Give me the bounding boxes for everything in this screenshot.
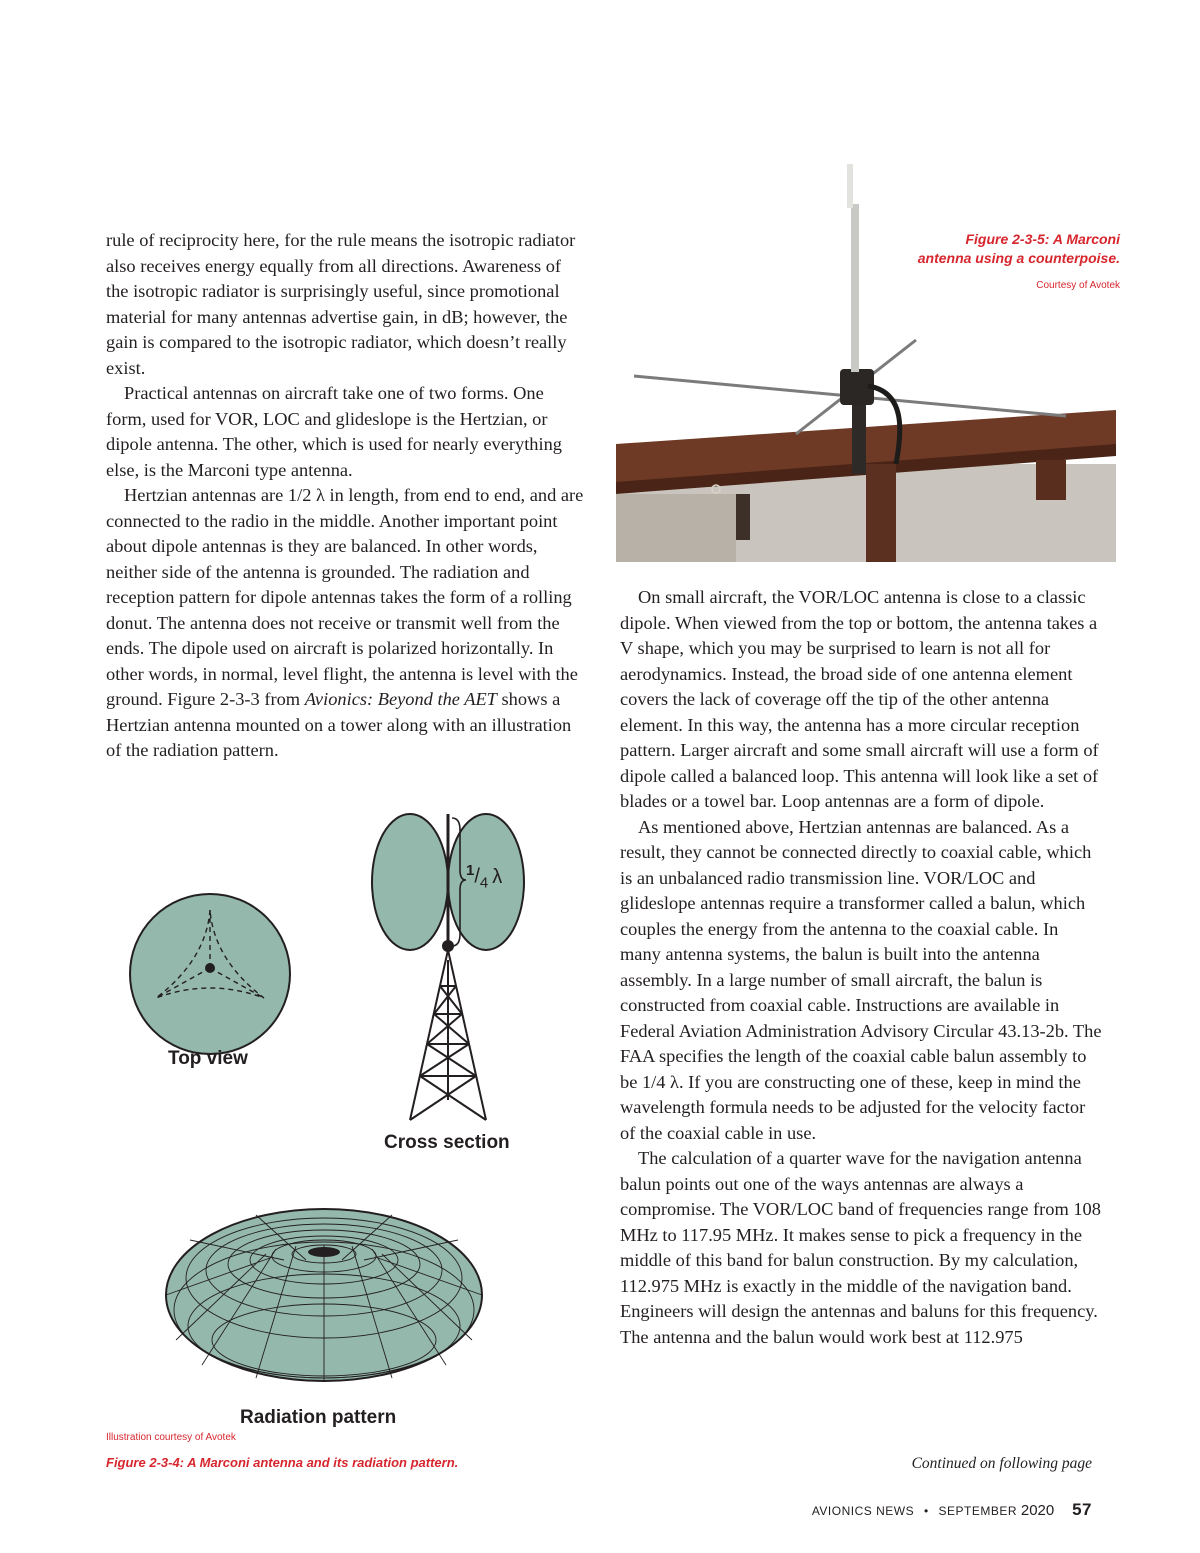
photo-credit: Courtesy of Avotek (1036, 280, 1120, 291)
magazine-name: AVIONICS NEWS (811, 1504, 915, 1518)
left-column (106, 228, 588, 764)
cross-section-lobe-left (372, 814, 448, 950)
paragraph: The calculation of a quarter wave for the navigation antenna balun points out one of the ways antennas are always a compromise. The VOR/LOC band of frequencies range from 108 MHz to 117.95 MHz. It makes sense to pick a frequency in the middle of this band for balun construction. By my calculation, 112.975 MHz is exactly in the middle of the navigation band. Engineers will design the antennas and baluns for this frequency. The antenna and the balun would work best at 112.975 (620, 1148, 1101, 1347)
bracket (736, 494, 750, 540)
footer-bullet: • (923, 1504, 929, 1518)
lambda-symbol: λ (492, 865, 503, 888)
paragraph (106, 483, 588, 764)
support-post (866, 464, 896, 562)
continued-note: Continued on following page (911, 1455, 1092, 1472)
book-title: Avionics: Beyond the AET (304, 689, 497, 709)
mast (852, 394, 866, 474)
caption-line: antenna using a counterpoise. (917, 250, 1120, 266)
paragraph: rule of reciprocity here, for the rule means the isotropic radiator also receives energy equally from all directions. Awareness of the isotropic radiator is surprisingly useful, since promotional material for many antennas advertise gain, in dB; however, the gain is compared to the isotropic radiator, which doesn’t really exist. (106, 230, 576, 378)
whip-tip (847, 164, 853, 208)
figure-caption (820, 230, 1120, 268)
cross-section-label: Cross section (384, 1132, 510, 1153)
wall-shadow (616, 494, 736, 562)
paragraph: As mentioned above, Hertzian antennas are balanced. As a result, they cannot be connected directly to coaxial cable, which is an unbalanced radio transmission line. VOR/LOC and glideslope antennas require a transformer called a balun, which couples the energy from the antenna to the coaxial cable. In many antenna systems, the balun is built into the antenna assembly. In a large number of small aircraft, the balun is constructed from coaxial cable. Instructions are available in Federal Aviation Administration Advisory Circular 43.13-2b. The FAA specifies the length of the coaxial cable balun assembly to be 1/4 λ. If you are constructing one of these, keep in mind the wavelength formula needs to be adjusted for the velocity factor of the coaxial cable in use. (620, 816, 1102, 1143)
paragraph-text: shows a Hertzian antenna mounted on a tower along with an illustration of the radiation pattern. (106, 689, 572, 760)
page-number: 57 (1072, 1500, 1092, 1519)
bracket (1036, 460, 1066, 500)
radiation-pattern-label: Radiation pattern (240, 1407, 397, 1428)
fraction-slash: / (474, 865, 480, 888)
top-view-center-dot (205, 963, 215, 973)
paragraph-text: Hertzian antennas are 1/2 λ in length, from end to end, and are connected to the radio in the middle. Another important point about dipole antennas is they are balanced. In other words, neither side of the antenna is grounded. The radiation and reception pattern for dipole antennas takes the form of a rolling donut. The antenna does not receive or transmit well from the ends. The dipole used on aircraft is polarized horizontally. In other words, in normal, level flight, the antenna is level with the ground. Figure 2-3-3 from (106, 485, 584, 709)
issue-month: SEPTEMBER (938, 1504, 1018, 1518)
caption-line: Figure 2-3-5: A Marconi (965, 231, 1120, 247)
quarter-wave-label (466, 862, 502, 892)
marconi-antenna-photo (616, 164, 1116, 562)
figure-caption: Figure 2-3-4: A Marconi antenna and its radiation pattern. (106, 1455, 459, 1470)
issue-year: 2020 (1020, 1502, 1055, 1519)
page-footer (812, 1500, 1092, 1520)
torus-hole (308, 1247, 340, 1257)
right-column (620, 585, 1102, 1350)
illustration-credit: Illustration courtesy of Avotek (106, 1432, 236, 1443)
quarter-num: 1 (466, 862, 475, 879)
paragraph: On small aircraft, the VOR/LOC antenna is close to a classic dipole. When viewed from the top or bottom, the antenna takes a V shape, which you may be surprised to learn is not all for aerodynamics. Instead, the broad side of one antenna element covers the lack of coverage off the tip of the other antenna element. In this way, the antenna has a more circular reception pattern. Larger aircraft and some small aircraft will use a form of dipole called a balanced loop. This antenna will look like a set of blades or a towel bar. Loop antennas are a form of dipole. (620, 587, 1099, 811)
top-view-label: Top view (168, 1048, 248, 1069)
paragraph: Practical antennas on aircraft take one of two forms. One form, used for VOR, LOC and glideslope is the Hertzian, or dipole antenna. The other, which is used for nearly everything else, is the Marconi type antenna. (106, 383, 562, 480)
quarter-den: 4 (479, 874, 489, 892)
radiation-diagram (106, 800, 586, 1450)
lattice-tower (410, 950, 486, 1120)
diagram-graphics (106, 800, 586, 1450)
